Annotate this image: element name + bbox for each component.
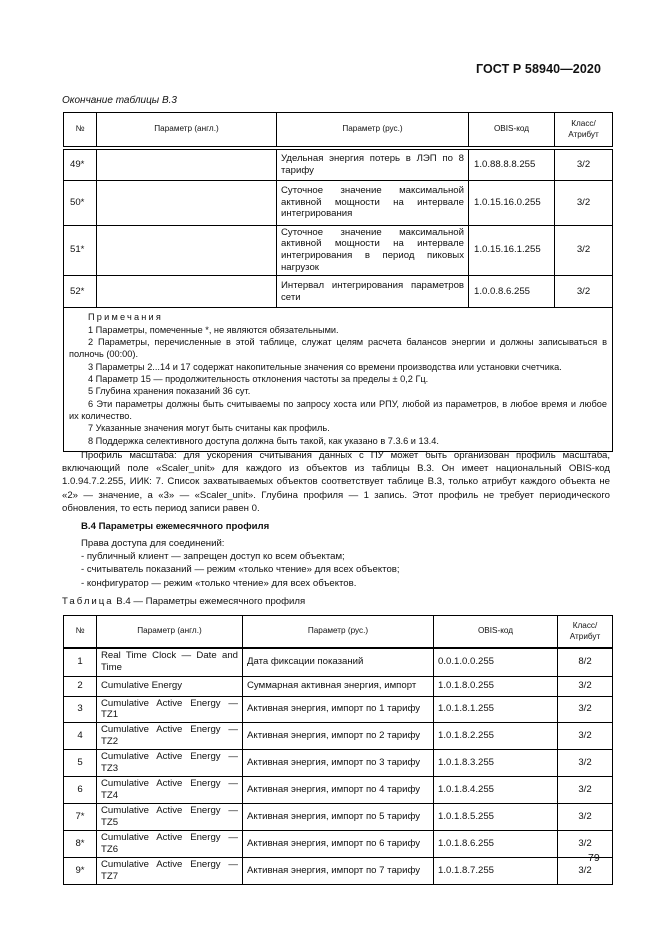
cell-param-ru: Суммарная активная энергия, импорт — [243, 676, 434, 696]
note-6: 6 Эти параметры должны быть считываемы по запросу хоста или РПУ, любой из параметров, в любое время и любое их количество. — [69, 398, 607, 422]
col-header-param-ru: Параметр (рус.) — [277, 113, 469, 149]
table-row — [64, 696, 613, 723]
cell-param-en: Cumulative Active Energy — TZ7 — [97, 858, 243, 885]
cell-class-attr: 3/2 — [558, 858, 613, 885]
table-b3 — [63, 112, 613, 452]
access-item-configurator: - конфигуратор — режим «только чтение» для всех объектов. — [81, 577, 357, 589]
cell-param-ru: Интервал интегрирования параметров сети — [277, 276, 469, 308]
cell-param-ru: Активная энергия, импорт по 5 тарифу — [243, 804, 434, 831]
cell-param-ru: Суточное значение максимальной активной мощности на интервале интегрирования — [277, 180, 469, 225]
table-header-row — [64, 616, 613, 649]
col-header-param-ru: Параметр (рус.) — [243, 616, 434, 649]
table-b4 — [63, 615, 613, 885]
notes-title: Примечания — [88, 312, 164, 323]
cell-class-attr: 3/2 — [555, 180, 613, 225]
col-header-class-attr: Класс/ Атрибут — [555, 113, 613, 149]
note-3: 3 Параметры 2...14 и 17 содержат накопительные значения со времени производства или установки счетчика. — [88, 361, 562, 372]
cell-num: 2 — [64, 676, 97, 696]
cell-num: 50* — [64, 180, 97, 225]
cell-class-attr: 3/2 — [558, 777, 613, 804]
col-header-class-attr: Класс/ Атрибут — [558, 616, 613, 649]
cell-param-ru: Суточное значение максимальной активной мощности на интервале интегрирования в период пиковых нагрузок — [277, 225, 469, 276]
cell-class-attr: 3/2 — [555, 276, 613, 308]
cell-class-attr: 8/2 — [558, 648, 613, 676]
cell-param-ru: Активная энергия, импорт по 4 тарифу — [243, 777, 434, 804]
cell-param-en: Cumulative Active Energy — TZ1 — [97, 696, 243, 723]
cell-param-en: Cumulative Active Energy — TZ5 — [97, 804, 243, 831]
document-id: ГОСТ Р 58940—2020 — [475, 62, 601, 76]
cell-obis: 1.0.1.8.2.255 — [434, 723, 558, 750]
note-1: 1 Параметры, помеченные *, не являются обязательными. — [88, 324, 339, 335]
cell-class-attr: 3/2 — [558, 831, 613, 858]
cell-obis: 1.0.1.8.4.255 — [434, 777, 558, 804]
cell-obis: 1.0.1.8.7.255 — [434, 858, 558, 885]
table-row — [64, 777, 613, 804]
cell-param-en: Cumulative Active Energy — TZ3 — [97, 750, 243, 777]
cell-param-ru: Активная энергия, импорт по 7 тарифу — [243, 858, 434, 885]
cell-obis: 1.0.1.8.1.255 — [434, 696, 558, 723]
table-row — [64, 180, 613, 225]
cell-num: 3 — [64, 696, 97, 723]
cell-class-attr: 3/2 — [558, 804, 613, 831]
cell-param-en: Cumulative Active Energy — TZ2 — [97, 723, 243, 750]
table-b3-caption: Окончание таблицы В.3 — [62, 95, 177, 106]
cell-num: 5 — [64, 750, 97, 777]
cell-num: 6 — [64, 777, 97, 804]
cell-obis: 1.0.15.16.0.255 — [469, 180, 555, 225]
table-row — [64, 225, 613, 276]
table-notes — [64, 308, 613, 452]
cell-obis: 0.0.1.0.0.255 — [434, 648, 558, 676]
cell-obis: 1.0.1.8.3.255 — [434, 750, 558, 777]
note-2: 2 Параметры, перечисленные в этой таблице, служат целям расчета балансов энергии и должны записываться в полночь (00:00). — [69, 337, 607, 360]
cell-param-en — [97, 225, 277, 276]
caption-rest: В.4 — Параметры ежемесячного профиля — [113, 596, 306, 607]
cell-class-attr: 3/2 — [558, 723, 613, 750]
cell-param-en — [97, 148, 277, 180]
col-header-param-en: Параметр (англ.) — [97, 113, 277, 149]
access-rights — [81, 537, 400, 590]
cell-param-en: Real Time Clock — Date and Time — [97, 648, 243, 676]
cell-param-en: Cumulative Energy — [97, 676, 243, 696]
cell-num: 49* — [64, 148, 97, 180]
col-header-num: № — [64, 616, 97, 649]
cell-obis: 1.0.88.8.8.255 — [469, 148, 555, 180]
cell-class-attr: 3/2 — [558, 676, 613, 696]
cell-param-en: Cumulative Active Energy — TZ4 — [97, 777, 243, 804]
cell-obis: 1.0.15.16.1.255 — [469, 225, 555, 276]
table-row — [64, 831, 613, 858]
cell-param-ru: Активная энергия, импорт по 3 тарифу — [243, 750, 434, 777]
cell-num: 9* — [64, 858, 97, 885]
table-row — [64, 676, 613, 696]
cell-num: 51* — [64, 225, 97, 276]
cell-class-attr: 3/2 — [558, 696, 613, 723]
cell-class-attr: 3/2 — [555, 225, 613, 276]
col-header-num: № — [64, 113, 97, 149]
page-number: 79 — [588, 852, 600, 864]
table-row — [64, 148, 613, 180]
col-header-obis: OBIS-код — [469, 113, 555, 149]
table-row — [64, 750, 613, 777]
table-b4-caption — [62, 596, 305, 607]
cell-obis: 1.0.0.8.6.255 — [469, 276, 555, 308]
note-5: 5 Глубина хранения показаний 36 сут. — [88, 386, 251, 397]
cell-param-ru: Дата фиксации показаний — [243, 648, 434, 676]
access-item-public: - публичный клиент — запрещен доступ ко всем объектам; — [81, 551, 345, 563]
cell-num: 7* — [64, 804, 97, 831]
section-b4-title: В.4 Параметры ежемесячного профиля — [81, 521, 270, 532]
cell-class-attr: 3/2 — [555, 148, 613, 180]
cell-obis: 1.0.1.8.0.255 — [434, 676, 558, 696]
cell-class-attr: 3/2 — [558, 750, 613, 777]
cell-num: 4 — [64, 723, 97, 750]
note-8: 8 Поддержка селективного доступа должна быть такой, как указано в 7.3.6 и 13.4. — [88, 435, 439, 446]
caption-prefix: Таблица — [62, 596, 114, 607]
notes-row — [64, 308, 613, 452]
cell-param-en — [97, 276, 277, 308]
table-row — [64, 804, 613, 831]
cell-num: 52* — [64, 276, 97, 308]
table-row — [64, 276, 613, 308]
cell-param-en — [97, 180, 277, 225]
col-header-obis: OBIS-код — [434, 616, 558, 649]
access-intro: Права доступа для соединений: — [81, 538, 225, 549]
table-row — [64, 648, 613, 676]
access-item-reader: - считыватель показаний — режим «только чтение» для всех объектов; — [81, 564, 400, 576]
table-row — [64, 858, 613, 885]
scale-profile-paragraph: Профиль масштаба: для ускорения считывания данных с ПУ может быть организован профиль масштаба, включающий поле «Scaler_unit» для каждого из объектов из таблицы В.3. Он имеет национальный OBIS-код 1.0.94.7.2.255, ИИК: 7. Список захватываемых объектов соответствует таблице В.3, только атрибут каждого объекта не «2» — значение, а «3» — «Scaler_unit». Глубина профиля — 1 запись. Этот профиль не требует периодического обновления, то есть период записи равен 0. — [62, 450, 610, 514]
note-4: 4 Параметр 15 — продолжительность отклонения частоты за пределы ± 0,2 Гц. — [88, 374, 429, 385]
cell-obis: 1.0.1.8.5.255 — [434, 804, 558, 831]
cell-param-ru: Активная энергия, импорт по 2 тарифу — [243, 723, 434, 750]
cell-param-ru: Удельная энергия потерь в ЛЭП по 8 тарифу — [277, 148, 469, 180]
table-row — [64, 723, 613, 750]
cell-obis: 1.0.1.8.6.255 — [434, 831, 558, 858]
cell-param-ru: Активная энергия, импорт по 1 тарифу — [243, 696, 434, 723]
table-header-row — [64, 113, 613, 149]
note-7: 7 Указанные значения могут быть считаны как профиль. — [88, 423, 330, 434]
cell-num: 8* — [64, 831, 97, 858]
cell-param-ru: Активная энергия, импорт по 6 тарифу — [243, 831, 434, 858]
cell-param-en: Cumulative Active Energy — TZ6 — [97, 831, 243, 858]
cell-num: 1 — [64, 648, 97, 676]
col-header-param-en: Параметр (англ.) — [97, 616, 243, 649]
